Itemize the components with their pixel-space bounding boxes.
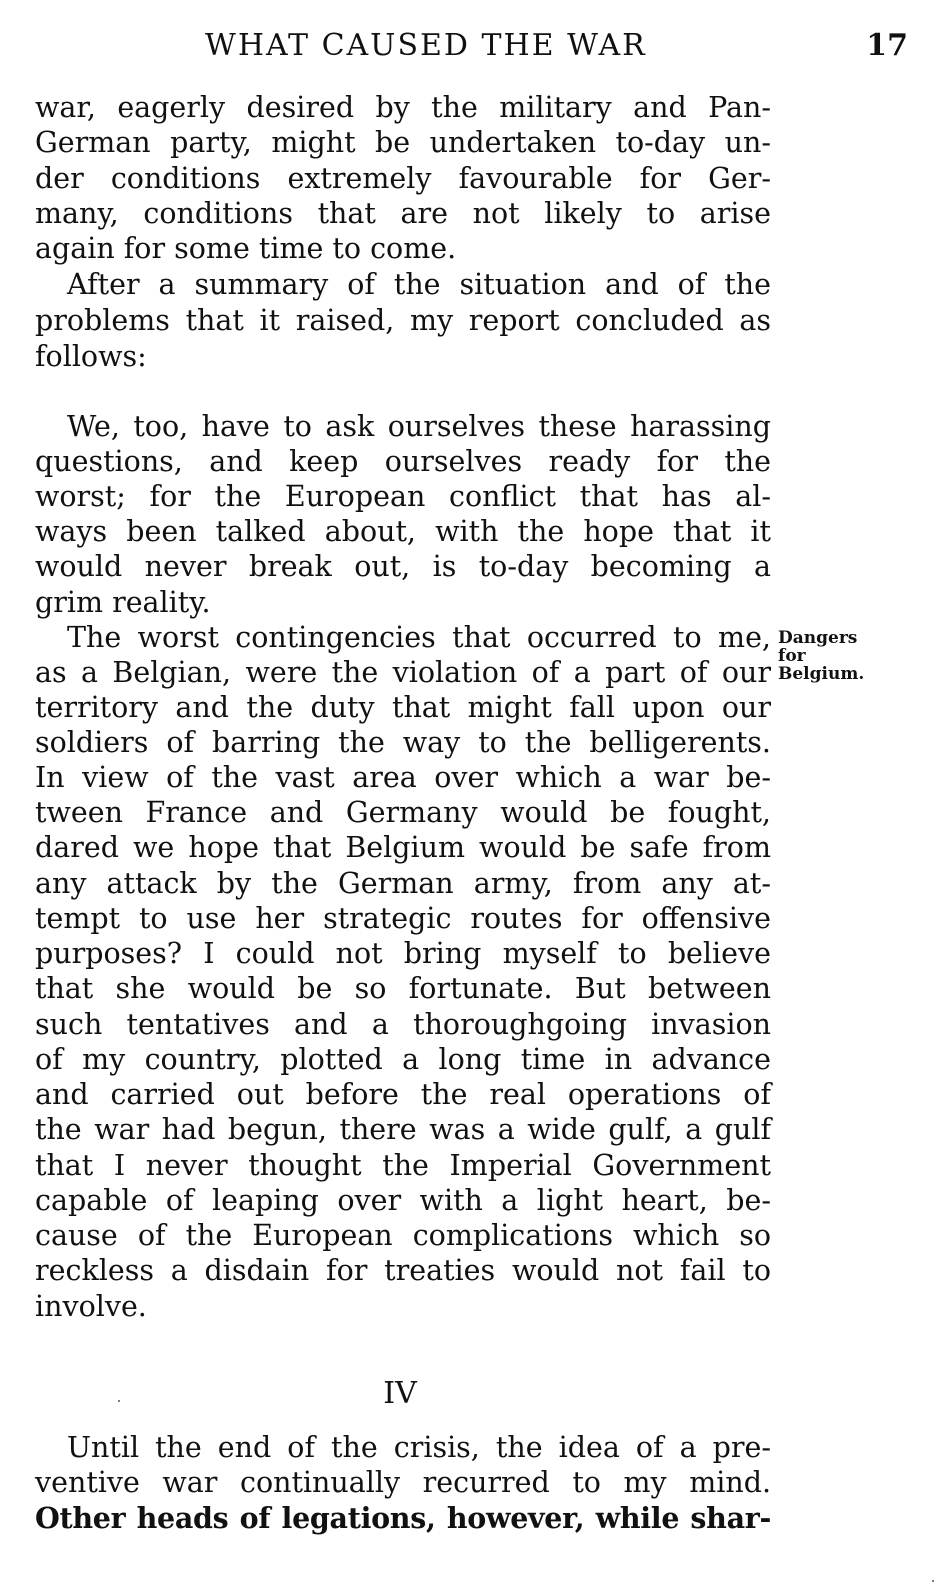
- page-number: 17: [866, 28, 908, 63]
- quote-line: involve.: [35, 1290, 147, 1323]
- text-line: war, eagerly desired by the military and Pan-: [35, 91, 771, 124]
- quote-line: ways been talked about, with the hope that it: [35, 515, 771, 548]
- quote-line: purposes? I could not bring myself to believe: [35, 937, 771, 970]
- margin-note-line: Belgium.: [778, 664, 865, 684]
- quote-line: The worst contingencies that occurred to me,: [67, 621, 771, 654]
- text-line: follows:: [35, 340, 147, 373]
- quote-line: and carried out before the real operations of: [35, 1078, 771, 1111]
- quote-line: as a Belgian, were the violation of a part of our: [35, 656, 771, 689]
- quote-line: dared we hope that Belgium would be safe from: [35, 831, 771, 864]
- quote-line: cause of the European complications which so: [35, 1219, 771, 1252]
- quote-line: In view of the vast area over which a war be-: [35, 761, 771, 794]
- text-line: Other heads of legations, however, while shar-: [35, 1501, 771, 1535]
- quote-line: worst; for the European conflict that has al-: [35, 480, 771, 513]
- text-line: problems that it raised, my report concluded as: [35, 304, 771, 337]
- scan-speck: [932, 1580, 934, 1582]
- text-line: ventive war continually recurred to my mind.: [35, 1466, 771, 1499]
- quote-line: tempt to use her strategic routes for offensive: [35, 902, 771, 935]
- quote-line: reckless a disdain for treaties would not fail to: [35, 1254, 771, 1287]
- text-line: After a summary of the situation and of the: [67, 268, 771, 301]
- quote-line: the war had begun, there was a wide gulf, a gulf: [35, 1113, 771, 1146]
- quote-line: that I never thought the Imperial Government: [35, 1149, 771, 1182]
- quote-line: capable of leaping over with a light heart, be-: [35, 1184, 771, 1217]
- quote-line: grim reality.: [35, 586, 211, 619]
- quote-line: any attack by the German army, from any at-: [35, 867, 771, 900]
- text-line: Until the end of the crisis, the idea of a pre-: [67, 1431, 771, 1464]
- text-line: der conditions extremely favourable for Ger-: [35, 162, 771, 195]
- scan-speck: [118, 1400, 120, 1402]
- quote-line: territory and the duty that might fall upon our: [35, 691, 771, 724]
- quote-line: of my country, plotted a long time in advance: [35, 1043, 771, 1076]
- margin-note-line: Dangers: [778, 628, 858, 648]
- margin-note-line: for: [778, 646, 806, 666]
- section-heading: IV: [383, 1376, 417, 1411]
- quote-line: tween France and Germany would be fought,: [35, 796, 771, 829]
- text-line: German party, might be undertaken to-day un-: [35, 126, 771, 159]
- quote-line: would never break out, is to-day becoming a: [35, 550, 771, 583]
- quote-line: soldiers of barring the way to the belligerents.: [35, 726, 771, 759]
- quote-line: questions, and keep ourselves ready for the: [35, 445, 771, 478]
- quote-line: that she would be so fortunate. But between: [35, 972, 771, 1005]
- text-line: many, conditions that are not likely to arise: [35, 197, 771, 230]
- running-title: WHAT CAUSED THE WAR: [205, 28, 647, 63]
- text-line: again for some time to come.: [35, 232, 457, 265]
- quote-line: such tentatives and a thoroughgoing invasion: [35, 1008, 771, 1041]
- quote-line: We, too, have to ask ourselves these harassing: [67, 410, 771, 443]
